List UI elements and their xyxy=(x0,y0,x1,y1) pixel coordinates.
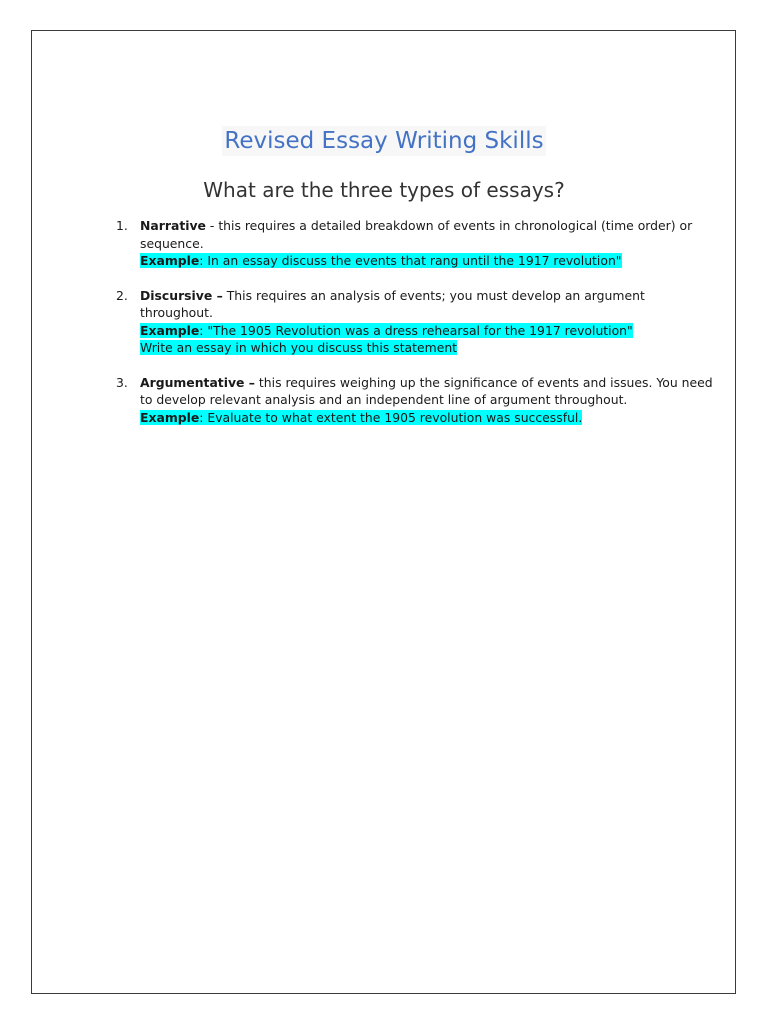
document-page xyxy=(31,30,736,994)
example-highlight xyxy=(140,253,622,268)
item-description: This requires an analysis of events; you must develop an argument throughout. xyxy=(140,287,645,320)
example-label: Example xyxy=(140,322,200,338)
item-term: Argumentative – xyxy=(140,374,255,390)
item-description-line xyxy=(140,287,716,322)
example-text: : "The 1905 Revolution was a dress rehearsal for the 1917 revolution" xyxy=(199,322,633,338)
document-title xyxy=(0,128,768,154)
example-label: Example xyxy=(140,253,200,268)
item-description: this requires weighing up the significance of events and issues. You need to develop relevant analysis and an independent line of argument throughout. xyxy=(140,374,713,407)
example-highlight xyxy=(140,410,582,425)
document-title-text: Revised Essay Writing Skills xyxy=(224,128,544,154)
essay-types-list xyxy=(116,217,716,443)
list-number: 2. xyxy=(116,287,128,303)
example-extra-highlight: Write an essay in which you discuss this statement xyxy=(140,340,458,355)
example-highlight xyxy=(140,323,633,338)
item-example-line xyxy=(140,409,716,427)
item-term: Narrative xyxy=(140,218,206,233)
item-description-line xyxy=(140,217,716,252)
item-description-line xyxy=(140,374,716,409)
list-item-discursive xyxy=(116,287,716,357)
item-example-extra-line xyxy=(140,339,716,357)
list-number: 1. xyxy=(116,218,128,233)
item-term: Discursive – xyxy=(140,287,223,303)
list-item-narrative xyxy=(116,217,716,270)
item-example-line xyxy=(140,252,716,270)
list-number: 3. xyxy=(116,374,128,390)
list-item-argumentative xyxy=(116,374,716,427)
question-heading: What are the three types of essays? xyxy=(203,178,565,202)
item-description: - this requires a detailed breakdown of events in chronological (time order) or sequence. xyxy=(140,218,693,251)
example-text: : Evaluate to what extent the 1905 revolution was successful. xyxy=(199,409,583,425)
example-label: Example xyxy=(140,409,200,425)
example-text: : In an essay discuss the events that rang until the 1917 revolution" xyxy=(199,253,622,268)
item-example-line xyxy=(140,322,716,340)
